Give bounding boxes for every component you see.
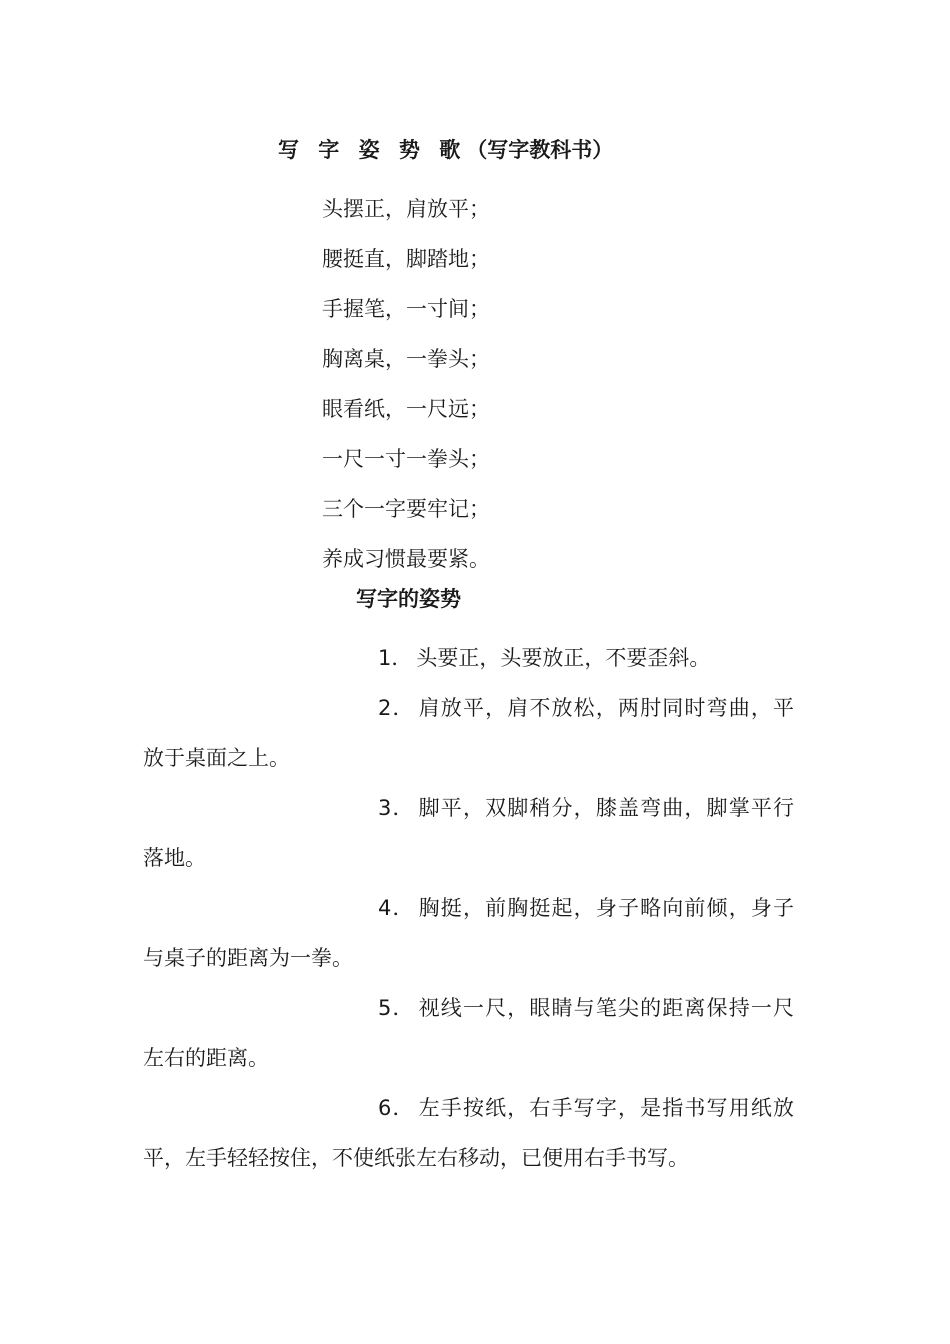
document-title	[278, 134, 613, 166]
document-title-paren: （写字教科书）	[466, 138, 614, 162]
point-number: 4．	[378, 896, 415, 920]
section-subtitle: 写字的姿势	[356, 587, 461, 611]
posture-point	[143, 683, 794, 783]
poem-line: 养成习惯最要紧。	[322, 547, 490, 571]
point-number: 1．	[378, 646, 413, 670]
point-text: 脚平，双脚稍分，膝盖弯曲，脚掌平行落地。	[143, 796, 794, 870]
posture-point	[143, 983, 794, 1083]
point-text: 头要正，头要放正，不要歪斜。	[416, 646, 711, 670]
point-text: 胸挺，前胸挺起，身子略向前倾，身子与桌子的距离为一拳。	[143, 896, 794, 970]
poem-lines	[322, 184, 490, 584]
posture-points	[143, 633, 794, 1183]
poem-line: 头摆正，肩放平；	[322, 197, 490, 221]
poem-line: 胸离桌，一拳头；	[322, 347, 490, 371]
posture-point	[143, 633, 794, 683]
poem-line: 一尺一寸一拳头；	[322, 447, 490, 471]
point-number: 2．	[378, 696, 415, 720]
point-text: 视线一尺，眼睛与笔尖的距离保持一尺左右的距离。	[143, 996, 794, 1070]
point-text: 肩放平，肩不放松，两肘同时弯曲，平放于桌面之上。	[143, 696, 794, 770]
poem-line: 手握笔，一寸间；	[322, 297, 490, 321]
poem-line: 腰挺直，脚踏地；	[322, 247, 490, 271]
posture-point	[143, 1083, 794, 1183]
point-number: 6．	[378, 1096, 415, 1120]
point-number: 3．	[378, 796, 415, 820]
poem-line: 眼看纸，一尺远；	[322, 397, 490, 421]
document-title-main: 写 字 姿 势 歌	[278, 138, 467, 162]
point-number: 5．	[378, 996, 415, 1020]
poem-line: 三个一字要牢记；	[322, 497, 490, 521]
point-text: 左手按纸，右手写字，是指书写用纸放平，左手轻轻按住，不使纸张左右移动，已便用右手书写。	[143, 1096, 794, 1170]
posture-point	[143, 883, 794, 983]
posture-point	[143, 783, 794, 883]
